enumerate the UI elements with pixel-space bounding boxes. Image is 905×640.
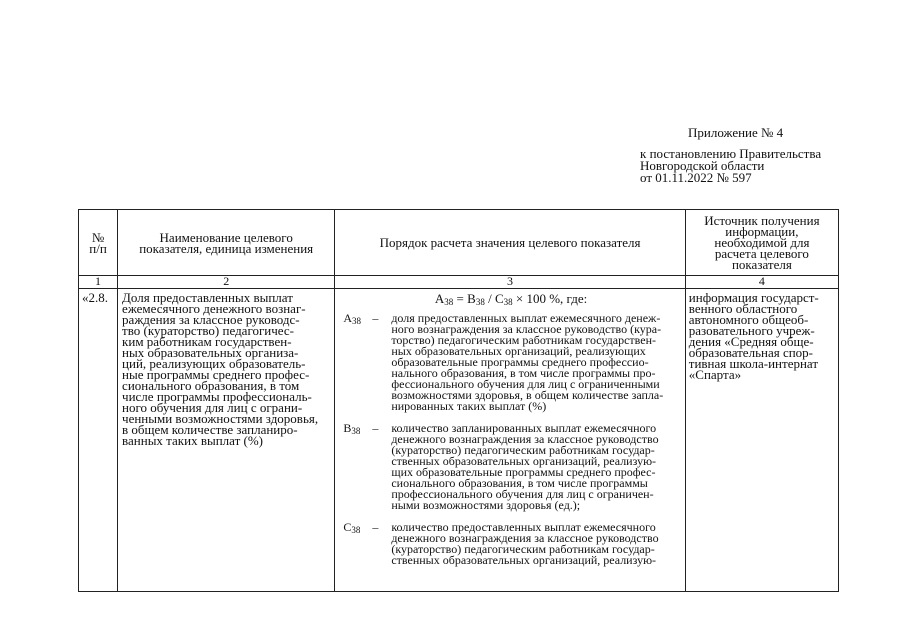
column-number: 4 [685,276,838,289]
column-number: 3 [335,276,685,289]
header-col-number: № п/п [79,210,118,276]
definition-symbol: $A_{38}$ [343,311,361,326]
definition-dash: – [372,311,379,325]
formula: $A_{38} = B_{38} / C_{38} \times 100$ %, где: [434,291,588,307]
table-row [79,289,839,592]
calculation-procedure [335,289,685,592]
document-header [640,127,880,184]
indicator-name: Доля предоставленных выплат ежемесячного денежного вознаг- раждения за классное руководс- тво (кураторство) педагогичес- ким работникам государствен- ных образовательных организа- ций, реализующих образователь- ные программы среднего профес- сионального образования, в том числе программы профессиональ- ного обучения для лиц с ограни- ченными возможностями здоровья, в общем количестве запланиро- ванных таких выплат (%) [118,289,335,592]
header-line: Новгородской области [640,158,765,173]
definition-b38: $B_{38}$ – количество запланированных выплат ежемесячного денежного вознаграждения за классное руководство (кураторство) педагогическим работникам государ- ственных образовательных организаций, реализую- щих образовательные программы среднего профес- сионального образования, в том числе программы профессионального обучения для лиц с ограничен- ными возможностями здоровья (ед.); [343,421,659,512]
indicator-table [78,209,839,592]
column-number: 2 [118,276,335,289]
definition-dash: – [372,520,379,534]
header-col-calculation: Порядок расчета значения целевого показателя [335,210,685,276]
definition-c38: $C_{38}$ – количество предоставленных выплат ежемесячного денежного вознаграждения за классное руководство (кураторство) педагогическим работникам государ- ственных образовательных организаций, реализую- [343,520,659,567]
definition-a38: $A_{38}$ – доля предоставленных выплат ежемесячного денеж- ного вознаграждения за классное руководство (кура- торство) педагогическим работникам государствен- ных образовательных организаций, реализующих образовательные программы среднего профессио- нального образования, в том числе программы про- фессионального обучения для лиц с ограниченными возможностями здоровья, в общем количестве запла- нированных таких выплат (%) [343,311,664,413]
table-header-row [79,210,839,276]
definition-dash: – [372,421,379,435]
definition-symbol: $C_{38}$ [343,520,361,535]
information-source: информация государст- венного областного автономного общеоб- разовательного учреж- дения «Средняя обще- образовательная спор- тивная школа-интернат «Спарта» [685,289,838,592]
header-col-name: Наименование целевого показателя, единица изменения [118,210,335,276]
header-col-source: Источник получения информации, необходимой для расчета целевого показателя [685,210,838,276]
header-line: к постановлению Правительства [640,146,822,161]
column-number: 1 [79,276,118,289]
definition-symbol: $B_{38}$ [343,421,361,436]
header-line: от 01.11.2022 № 597 [640,170,752,185]
row-number: «2.8. [79,289,118,592]
column-number-row [79,276,839,289]
appendix-title: Приложение № 4 [688,125,784,140]
